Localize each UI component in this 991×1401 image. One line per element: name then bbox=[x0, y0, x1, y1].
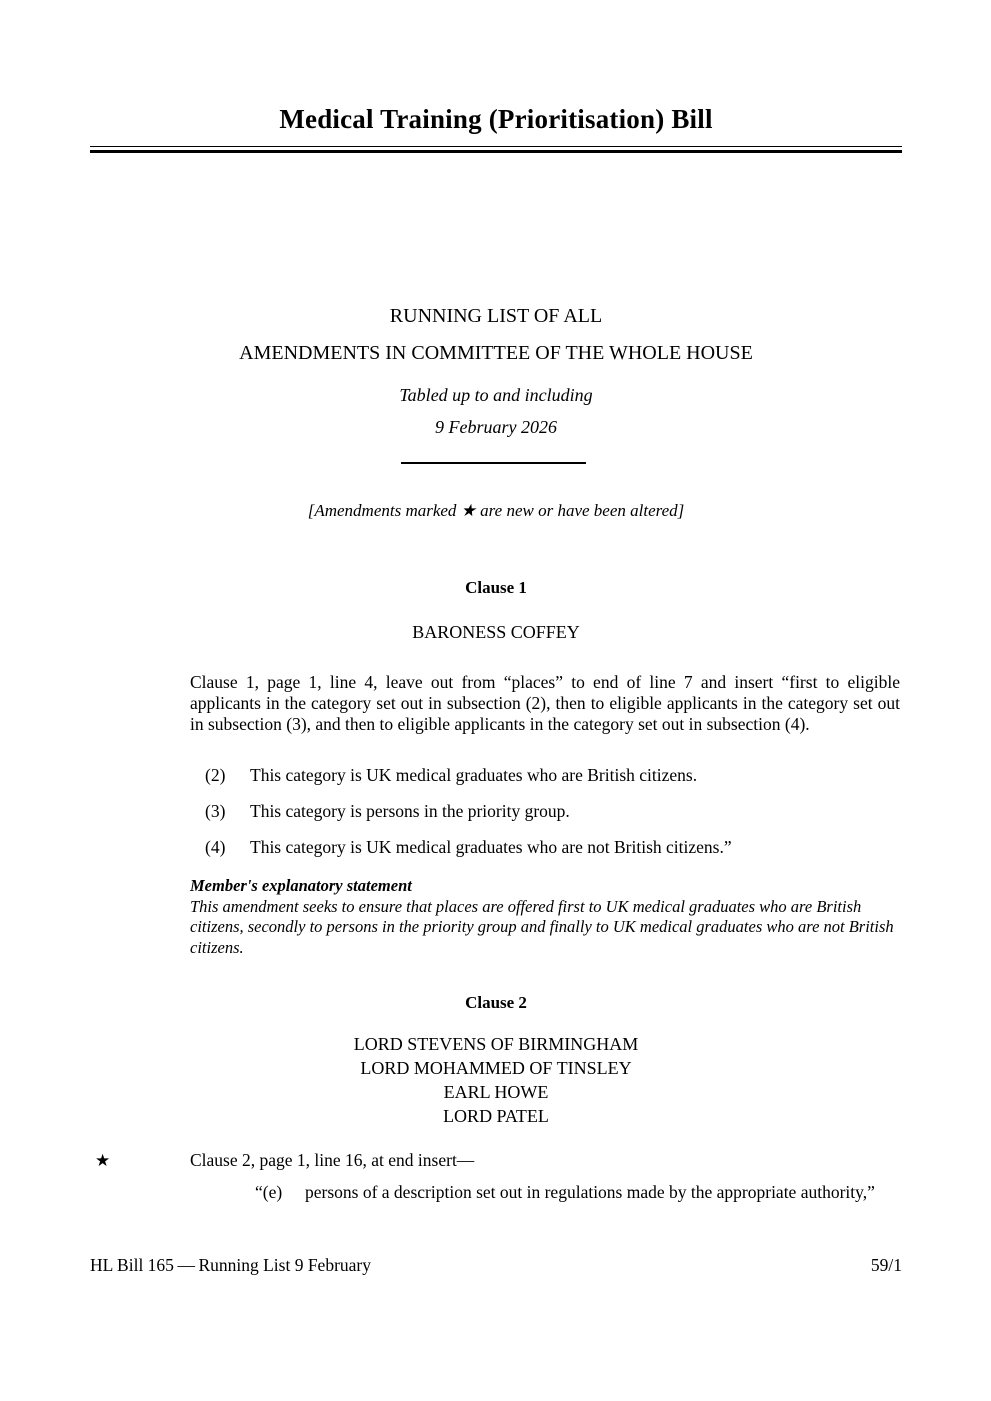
sponsor-list-2 bbox=[90, 1032, 902, 1128]
inserted-paragraph-2 bbox=[190, 1182, 900, 1203]
list-item bbox=[190, 837, 900, 858]
amendment-text-2: Clause 2, page 1, line 16, at end insert— bbox=[190, 1150, 475, 1170]
explanatory-statement-1 bbox=[190, 876, 900, 958]
subsection-text: This category is UK medical graduates who are British citizens. bbox=[250, 765, 698, 785]
list-item bbox=[190, 801, 900, 822]
star-icon: ★ bbox=[95, 1151, 111, 1170]
subsection-marker: (4) bbox=[205, 837, 226, 857]
clause-heading-1: Clause 1 bbox=[465, 578, 527, 597]
subsection-list-1 bbox=[190, 765, 900, 873]
running-head-line-1: RUNNING LIST OF ALL bbox=[389, 305, 603, 327]
amendment-text-1: Clause 1, page 1, line 4, leave out from “places” to end of line 7 and insert “first to eligible applicants in the category set out in subsection (2), then to eligible applicants in the category set out in subsection (3), and then to eligible applicants in the category set out in subsection (4). bbox=[190, 672, 900, 734]
page-footer bbox=[90, 1255, 902, 1276]
insert-marker: “(e) bbox=[255, 1182, 283, 1202]
sponsor-name: BARONESS COFFEY bbox=[412, 622, 580, 642]
tabled-label: Tabled up to and including bbox=[399, 385, 593, 405]
sponsor-name: LORD PATEL bbox=[443, 1106, 549, 1126]
explanatory-heading: Member's explanatory statement bbox=[190, 876, 412, 895]
explanatory-text: This amendment seeks to ensure that places are offered first to UK medical graduates who are British citizens, secondly to persons in the priority group and finally to UK medical graduates who are not British citizens. bbox=[190, 896, 894, 957]
section-divider-rule bbox=[401, 462, 586, 464]
page-title: Medical Training (Prioritisation) Bill bbox=[279, 104, 713, 134]
sponsor-name: EARL HOWE bbox=[443, 1082, 549, 1102]
sponsor-name: LORD MOHAMMED OF TINSLEY bbox=[360, 1058, 632, 1078]
subsection-marker: (2) bbox=[205, 765, 226, 785]
list-item bbox=[190, 765, 900, 786]
footer-page-number: 59/1 bbox=[870, 1255, 902, 1275]
insert-text: persons of a description set out in regulations made by the appropriate authority,” bbox=[305, 1182, 875, 1202]
subsection-text: This category is persons in the priority group. bbox=[250, 801, 570, 821]
title-double-rule bbox=[90, 146, 902, 153]
tabled-date: 9 February 2026 bbox=[435, 417, 557, 437]
running-head-line-2: AMENDMENTS IN COMMITTEE OF THE WHOLE HOUSE bbox=[239, 342, 753, 364]
star-legend-note: [Amendments marked ★ are new or have been altered] bbox=[307, 501, 685, 520]
sponsor-list-1 bbox=[90, 620, 902, 644]
subsection-marker: (3) bbox=[205, 801, 226, 821]
clause-heading-2: Clause 2 bbox=[465, 993, 527, 1012]
footer-bill-reference: HL Bill 165 — Running List 9 February bbox=[90, 1255, 371, 1275]
subsection-text: This category is UK medical graduates who are not British citizens.” bbox=[250, 837, 732, 857]
sponsor-name: LORD STEVENS OF BIRMINGHAM bbox=[353, 1034, 639, 1054]
